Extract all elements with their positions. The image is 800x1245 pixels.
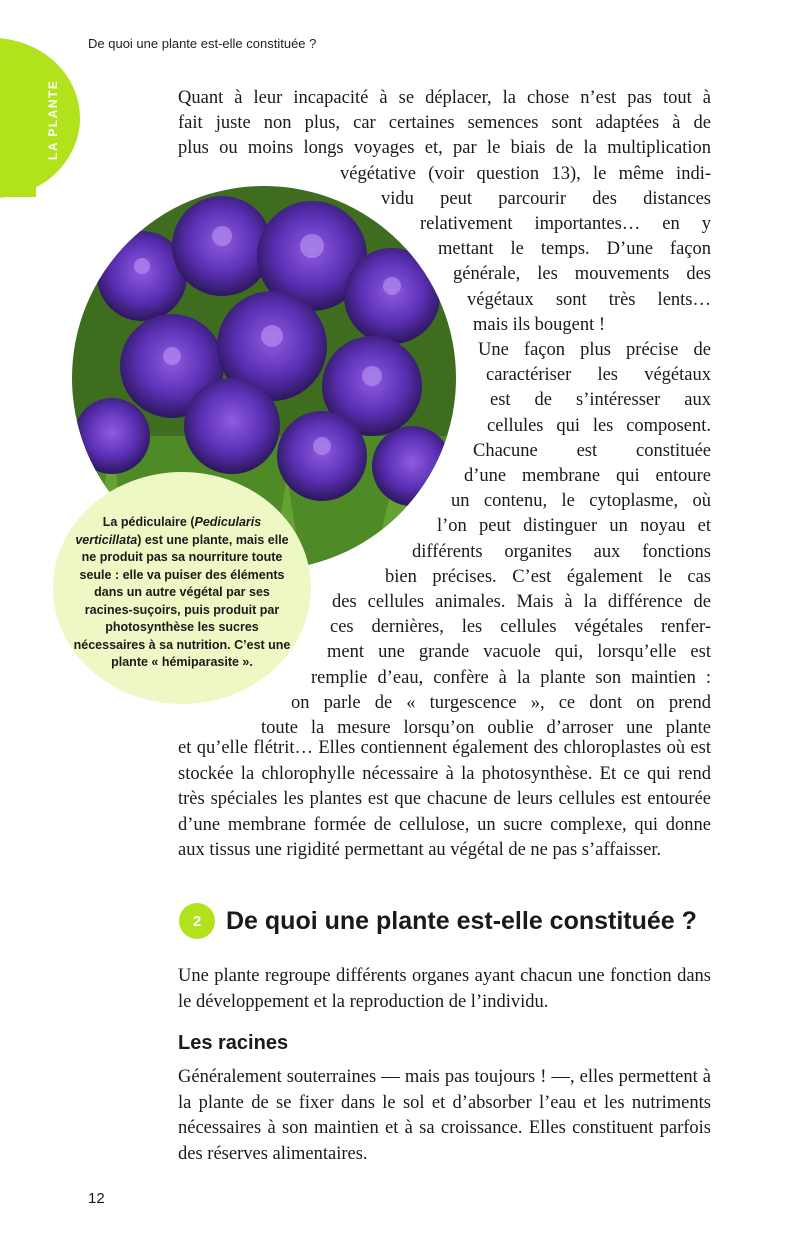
body-line: toute la mesure lorsqu’on oublie d’arroser une plante (261, 718, 711, 738)
body-line: mais ils bougent ! (473, 314, 606, 335)
body-line: est de s’intéresser aux (490, 390, 711, 411)
body-line: l’on peut distinguer un noyau et (437, 516, 711, 537)
body-line: Chacune est constituée (473, 440, 711, 461)
side-tab-bar (0, 82, 36, 197)
body-line: mettant le temps. D’une façon (438, 239, 711, 260)
page-number: 12 (88, 1190, 105, 1207)
body-line: on parle de « turgescence », ce dont on prend (291, 692, 711, 713)
body-line: un contenu, le cytoplasme, où (451, 491, 711, 512)
body-line: cellules qui les composent. (487, 415, 711, 436)
body-line: végétative (voir question 13), le même indi- (340, 163, 711, 184)
side-tab-label: LA PLANTE (46, 79, 60, 160)
section-intro: Une plante regroupe différents organes ayant chacun une fonction dans le développement et la reproduction de l’individu. (178, 966, 711, 1012)
body-line: vidu peut parcourir des distances (381, 188, 711, 209)
caption-part1: La pédiculaire ( (102, 515, 195, 530)
body-line: bien précises. C’est également le cas (385, 566, 711, 587)
body-line: Quant à leur incapacité à se déplacer, la chose n’est pas tout à (178, 88, 711, 108)
body-line: différents organites aux fonctions (412, 541, 711, 562)
caption-part2: ) est une plante, mais elle ne produit pas sa nourriture toute seule : elle va puiser des éléments dans un autre végétal par ses racines-suçoirs, puis produit par photosynthèse les sucres nécessaires à sa nutrition. C’est une plante « hémiparasite ». (73, 532, 291, 670)
body-line: Une façon plus précise de (478, 340, 711, 360)
caption-latin-name: Pedicularis verticillata (75, 515, 262, 547)
body-line: ces dernières, les cellules végétales renfer- (330, 617, 711, 638)
body-paragraph-end: et qu’elle flétrit… Elles contiennent également des chloroplastes où est stockée la chlorophylle nécessaire à la photosynthèse. Et ce qui rend très spéciales les plantes est que chacune de leurs cellules est entourée d’une membrane formée de cellulose, un sucre complexe, qui donne aux tissus une rigidité permettant au végétal de ne pas s’affaisser. (178, 738, 711, 860)
body-line: d’une membrane qui entoure (464, 466, 711, 486)
body-line: générale, les mouvements des (453, 264, 711, 285)
section-heading: De quoi une plante est-elle constituée ? (226, 907, 697, 935)
photo-caption (53, 472, 311, 704)
subsection-heading: Les racines (178, 1032, 289, 1054)
body-line: fait juste non plus, car certaines semences sont adaptées à de (178, 113, 711, 134)
body-line: des cellules animales. Mais à la différence de (332, 592, 711, 612)
section-number-badge: 2 (179, 903, 215, 939)
body-line: remplie d’eau, confère à la plante son maintien : (311, 667, 711, 688)
subsection-text: Généralement souterraines — mais pas toujours ! —, elles permettent à la plante de se fixer dans le sol et d’absorber l’eau et les nutriments nécessaires à son maintien et à sa croissance. Elles constituent parfois des réserves alimentaires. (178, 1067, 711, 1164)
body-line: végétaux sont très lents… (467, 289, 711, 310)
body-line: caractériser les végétaux (486, 365, 711, 386)
body-line: ment une grande vacuole qui, lorsqu’elle est (327, 642, 711, 663)
body-line: plus ou moins longs voyages et, par le biais de la multiplication (178, 138, 711, 159)
running-head: De quoi une plante est-elle constituée ? (88, 36, 317, 51)
body-line: relativement importantes… en y (420, 214, 711, 234)
